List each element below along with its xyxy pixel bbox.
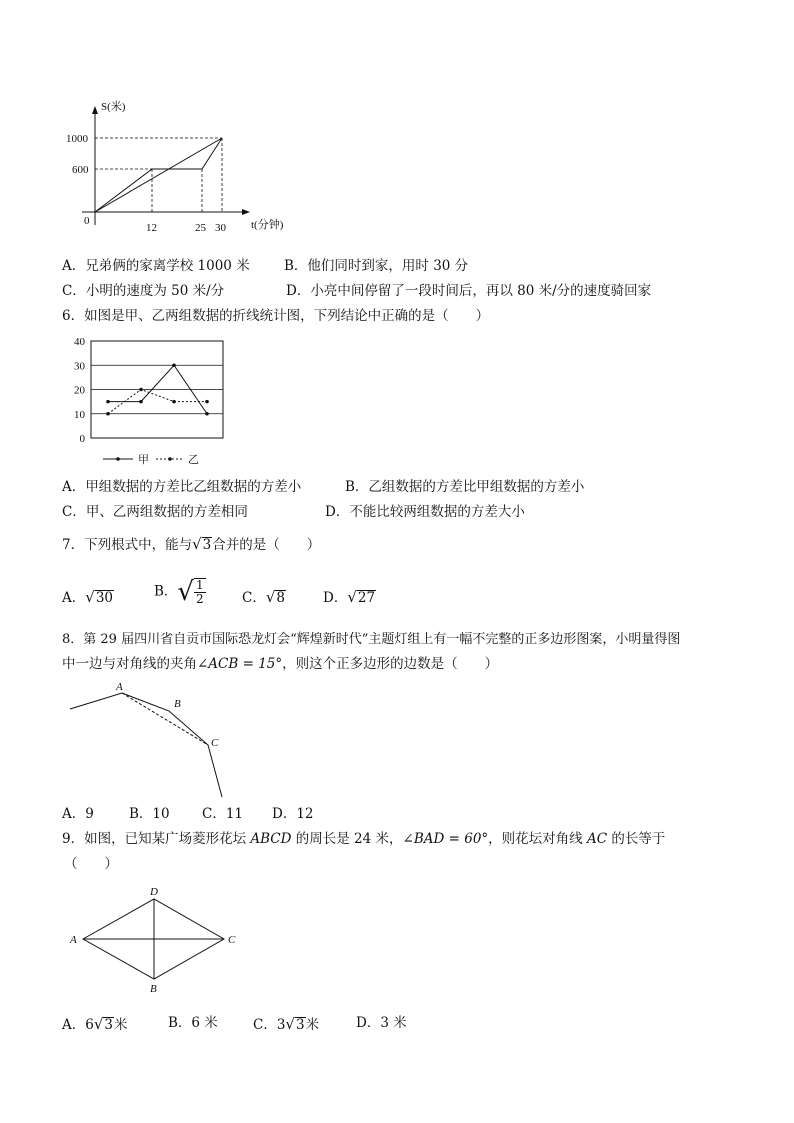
q5-x-tick-30: 30	[215, 222, 226, 234]
q7-option-d-label: D．	[323, 590, 348, 606]
q5-y-tick-600: 600	[72, 164, 89, 176]
q5-option-d: D．小亮中间停留了一段时间后，再以 80 米/分的速度骑回家	[286, 283, 652, 299]
q7-option-c-label: C．	[242, 590, 266, 606]
q9-stem-part-a: 9．如图，已知某广场菱形花坛	[62, 831, 247, 847]
radical-icon: √	[93, 1015, 104, 1033]
q9-option-c-radicand: 3	[295, 1017, 305, 1033]
q5-option-b: B．他们同时到家，用时 30 分	[284, 258, 469, 274]
q9-option-a-radicand: 3	[104, 1017, 113, 1033]
q7-option-b-label: B．	[154, 583, 178, 600]
q9-label-c: C	[228, 934, 236, 946]
q6-option-c: C．甲、乙两组数据的方差相同	[62, 504, 248, 520]
q6-stem: 6．如图是甲、乙两组数据的折线统计图，下列结论中正确的是（ ）	[62, 308, 490, 324]
q8-stem-angle: ∠ACB = 15°	[197, 656, 283, 672]
q5-option-c: C．小明的速度为 50 米/分	[62, 283, 225, 299]
q6-legend-label-a: 甲	[138, 454, 149, 466]
radical-icon: √	[347, 588, 357, 606]
q7-stem-before: 7．下列根式中，能与	[62, 537, 193, 553]
q6-y-tick-label: 20	[74, 384, 85, 397]
q6-y-tick-label: 0	[79, 433, 85, 445]
q9-option-a-label: A．6	[62, 1017, 94, 1033]
radical-icon: √	[285, 1015, 295, 1033]
q8-stem-line2-before: 中一边与对角线的夹角	[62, 656, 197, 672]
q9-stem-rhombus-name: ABCD	[250, 831, 292, 847]
q9-stem-line2: （ ）	[64, 856, 118, 872]
q8-stem-line2-after: ，则这个正多边形的边数是（ ）	[282, 656, 499, 672]
q5-x-axis-label: t(分钟)	[251, 219, 284, 231]
q7-stem-after: 合并的是（ ）	[212, 537, 321, 553]
q7-option-c-radicand: 8	[276, 590, 285, 606]
q6-y-tick-label: 30	[74, 360, 85, 373]
q9-stem-part-b: 的周长是 24 米，	[295, 831, 403, 847]
q7-option-b-denominator: 2	[196, 592, 204, 607]
q5-x-tick-12: 12	[146, 222, 157, 234]
q5-y-axis-label: S(米)	[101, 101, 126, 113]
q8-option-c: C．11	[202, 806, 244, 822]
q9-stem-angle: ∠BAD = 60°	[402, 831, 489, 847]
q7-option-d-radicand: 27	[357, 590, 376, 606]
q8-option-b: B．10	[129, 806, 170, 822]
q9-label-b: B	[150, 983, 157, 995]
q8-label-c: C	[211, 737, 219, 749]
q9-option-a	[62, 1017, 128, 1033]
q9-stem-diagonal-name: AC	[586, 831, 608, 847]
q6-legend-label-b: 乙	[188, 454, 199, 466]
q9-stem-part-c: ，则花坛对角线	[488, 831, 583, 847]
q5-option-a: A．兄弟俩的家离学校 1000 米	[62, 258, 250, 274]
q6-y-tick-label: 10	[74, 408, 85, 421]
q5-x-tick-25: 25	[195, 222, 206, 234]
q8-option-d: D．12	[272, 806, 314, 822]
q6-option-a: A．甲组数据的方差比乙组数据的方差小	[62, 479, 302, 495]
radical-icon: √	[177, 577, 194, 608]
q9-option-b: B．6 米	[168, 1015, 218, 1031]
q7-option-a-label: A．	[62, 590, 86, 606]
q9-option-c-unit: 米	[305, 1017, 320, 1033]
q5-origin-label: 0	[84, 215, 90, 227]
q9-option-c-label: C．3	[253, 1017, 286, 1033]
q8-stem-line1: 8．第 29 届四川省自贡市国际恐龙灯会“辉煌新时代”主题灯组上有一幅不完整的正多边形图案，小明量得图	[62, 632, 681, 647]
q7-stem-radicand: 3	[202, 537, 212, 553]
radical-icon: √	[192, 535, 202, 553]
q5-y-tick-1000: 1000	[66, 133, 88, 145]
radical-icon: √	[85, 588, 95, 606]
q6-y-tick-label: 40	[74, 336, 85, 348]
q7-option-b-numerator: 1	[196, 578, 204, 592]
q6-option-b: B．乙组数据的方差比甲组数据的方差小	[345, 479, 585, 495]
q8-label-b: B	[174, 698, 181, 710]
q9-label-d: D	[150, 886, 158, 898]
q6-option-d: D．不能比较两组数据的方差大小	[325, 504, 525, 520]
q9-label-a: A	[70, 934, 77, 946]
q9-stem-part-d: 的长等于	[611, 831, 666, 847]
q8-label-a: A	[116, 681, 123, 693]
q9-option-d: D．3 米	[356, 1015, 407, 1031]
q9-option-c	[253, 1017, 319, 1033]
q7-option-a-radicand: 30	[95, 590, 113, 606]
q8-option-a: A．9	[62, 806, 94, 822]
radical-icon: √	[265, 588, 276, 606]
q9-option-a-unit: 米	[114, 1017, 128, 1033]
